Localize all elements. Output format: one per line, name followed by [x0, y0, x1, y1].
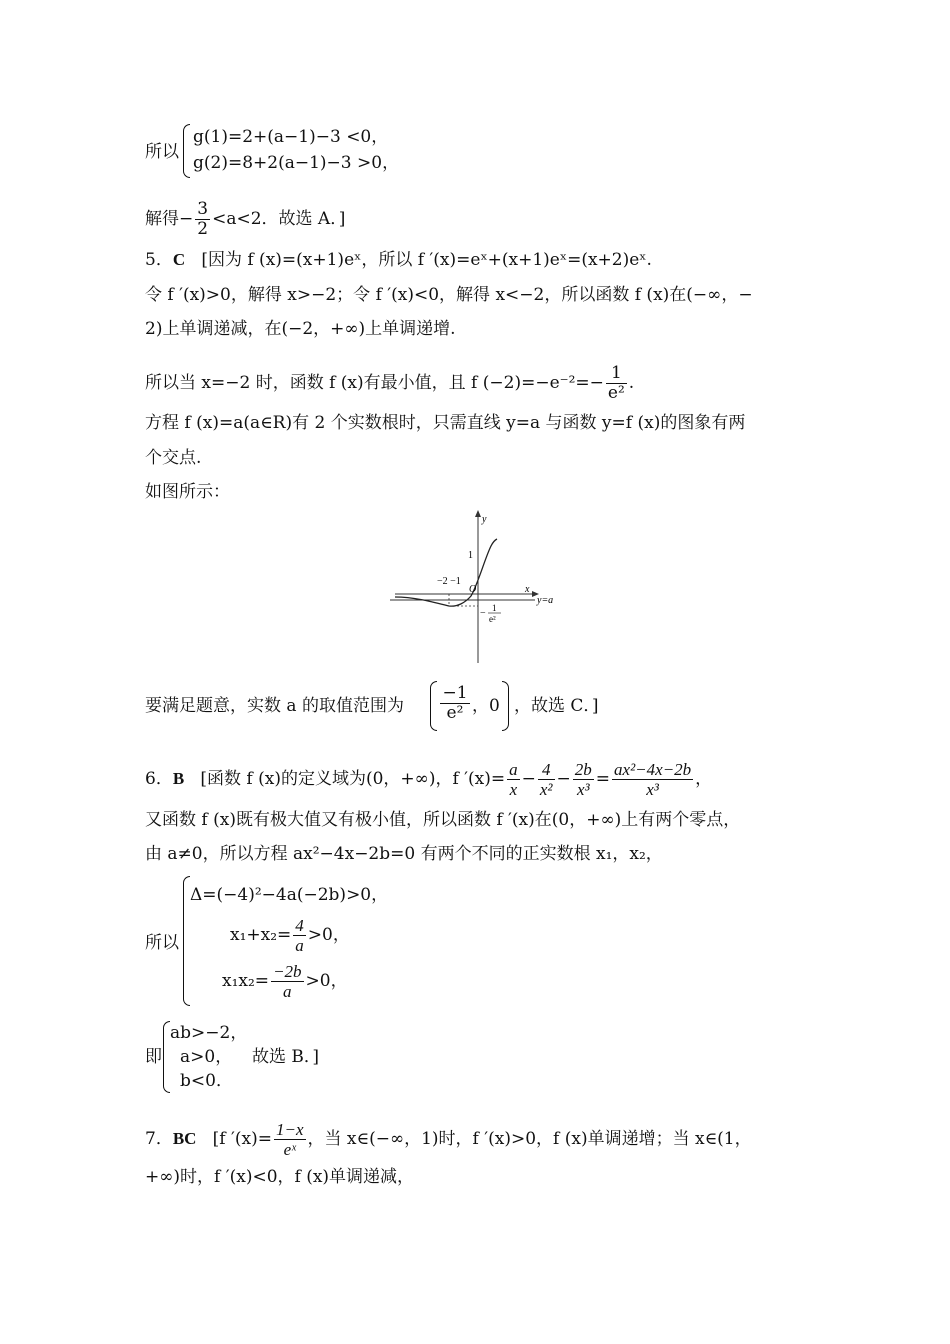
p5-line-2: 令 f ′(x)>0，解得 x>−2；令 f ′(x)<0，解得 x<−2，所以函数 f (x)在(−∞，− [145, 285, 753, 305]
p6-line-2: 又函数 f (x)既有极大值又有极小值，所以函数 f ′(x)在(0，+∞)上有两个零点， [145, 810, 741, 830]
p6-answer: B [172, 769, 185, 788]
function-graph [385, 508, 570, 668]
p4-brace [183, 124, 190, 178]
p5-conclusion-end: ，故选 C．] [514, 696, 599, 716]
p4-solution-line: 解得− $\frac{3}{2}$ <a<2．故选 A．] [145, 199, 346, 239]
p5-answer: C [172, 250, 186, 269]
p5-paren-right [502, 681, 509, 731]
p6-result-row-2: a>0， [180, 1047, 233, 1067]
p5-interval-end: ，0 [472, 696, 500, 716]
p6-suoyi: 所以 [145, 933, 179, 953]
p6-line-1: 6．B [函数 f (x)的定义域为(0，+∞)，f ′(x)= $\frac{a}{x}$ − $\frac{4}{\text{x²}}$ − $\frac{2b}{\text{x³}}$ = $\frac{\text{ax²−4x−2b}}{\text{x³}}$ ， [145, 760, 713, 799]
p6-system-row-3: x₁x₂= $\frac{-2b}{a}$ >0， [222, 962, 348, 1001]
p5-line-7: 如图所示： [145, 482, 230, 502]
neg-sign: − [480, 608, 486, 619]
p5-paren-left [430, 681, 437, 731]
min-frac-num: 1 [492, 603, 497, 613]
p5-line-5: 方程 f (x)=a(a∈R)有 2 个实数根时，只需直线 y=a 与函数 y=f (x)的图象有两 [145, 413, 746, 433]
p6-system-row-2: x₁+x₂= $\frac{4}{a}$ >0， [230, 916, 350, 955]
p4-fraction: $\frac{3}{2}$ [197, 199, 209, 239]
p5-line-1: 5．C [因为 f (x)=(x+1)eˣ，所以 f ′(x)=eˣ+(x+1)eˣ=(x+2)eˣ. [145, 250, 652, 270]
p5-conclusion-start: 要满足题意，实数 a 的取值范围为 [145, 696, 404, 716]
p7-line-2: +∞)时，f ′(x)<0，f (x)单调递减， [145, 1167, 415, 1187]
p4-suoyi: 所以 [145, 142, 179, 162]
p5-line-6: 个交点. [145, 448, 202, 468]
x-label: x [525, 584, 530, 595]
p5-interval-fraction: −1 e² [440, 684, 470, 723]
y-label: y [482, 514, 487, 525]
p5-line-3: 2)上单调递减，在(−2，+∞)上单调递增. [145, 319, 456, 339]
p6-ji: 即 [145, 1047, 162, 1067]
function-curve [395, 539, 497, 606]
p4-system-row-2: g(2)=8+2(a−1)−3 >0， [193, 153, 400, 173]
origin-label: O [469, 584, 477, 595]
p7-answer: BC [172, 1129, 197, 1148]
p6-brace-2 [163, 1021, 170, 1093]
y-axis-arrow [475, 510, 481, 517]
p6-brace [183, 876, 190, 1006]
p5-line-4: 所以当 x=−2 时，函数 f (x)有最小值，且 f (−2)=−e⁻²=− $\frac{1}{\text{e²}}$ . [145, 363, 635, 403]
p6-result-row-3: b<0． [180, 1071, 233, 1091]
p7-line-1: 7．BC [f ′(x)= $\frac{1-x}{\text{eˣ}}$ ，当 x∈(−∞，1)时，f ′(x)>0，f (x)单调递增；当 x∈(1， [145, 1120, 752, 1159]
p6-result-row-1: ab>−2， [170, 1023, 248, 1043]
min-frac-den: e² [489, 614, 496, 624]
tick-neg: −2 −1 [437, 576, 461, 587]
line-label: y=a [537, 595, 554, 606]
p6-conclusion: 故选 B．] [252, 1047, 320, 1067]
p4-system-row-1: g(1)=2+(a−1)−3 <0， [193, 127, 389, 147]
p6-line-3: 由 a≠0，所以方程 ax²−4x−2b=0 有两个不同的正实数根 x₁，x₂， [145, 844, 663, 864]
tick-one: 1 [468, 550, 473, 561]
p6-system-row-1: Δ=(−4)²−4a(−2b)>0， [190, 885, 389, 905]
